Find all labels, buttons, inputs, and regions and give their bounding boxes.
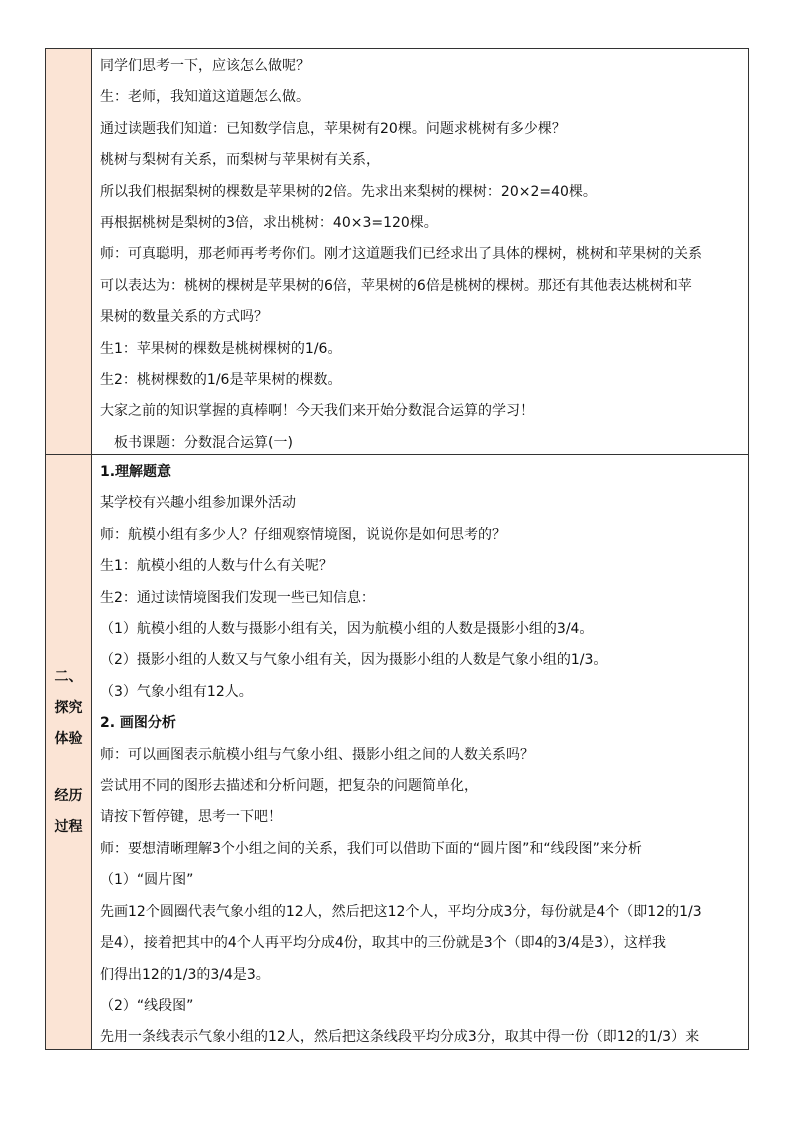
section-label: 二、 [54,668,83,685]
section-label-cell [46,455,92,1049]
text-line: （2）“线段图” [100,997,194,1014]
text-line: 们得出12的1/3的3/4是3。 [100,966,270,983]
lesson-title-line: 板书课题：分数混合运算(一) [114,434,293,451]
text-line: 尝试用不同的图形去描述和分析问题，把复杂的问题简单化， [100,778,478,795]
row-content [92,49,748,454]
text-line: 是4），接着把其中的4个人再平均分成4份，取其中的三份就是3个（即4的3/4是3），这样我 [100,935,666,952]
text-line: （3）气象小组有12人。 [100,683,253,700]
row-side-cell [46,49,92,454]
text-line: 某学校有兴趣小组参加课外活动 [100,495,296,512]
text-line: 师：可真聪明，那老师再考考你们。刚才这道题我们已经求出了具体的棵树，桃树和苹果树的关系 [100,246,702,263]
text-line: 可以表达为：桃树的棵树是苹果树的6倍，苹果树的6倍是桃树的棵树。那还有其他表达桃树和苹 [100,277,692,294]
text-line: 生2：桃树棵数的1/6是苹果树的棵数。 [100,372,342,389]
lesson-table [45,48,749,1050]
section-label: 体验 [54,730,83,747]
text-line: 请按下暂停键，思考一下吧！ [100,809,282,826]
row-content [92,455,748,1049]
text-line: 师：航模小组有多少人？仔细观察情境图，说说你是如何思考的？ [100,526,506,543]
subheading: 1.理解题意 [100,464,172,480]
text-line: 所以我们根据梨树的棵数是苹果树的2倍。先求出来梨树的棵树：20×2=40棵。 [100,183,597,200]
text-line: 生：老师，我知道这道题怎么做。 [100,89,310,106]
subheading: 2. 画图分析 [100,715,176,732]
lesson-row-explore [46,455,748,1049]
text-line: 生2：通过读情境图我们发现一些已知信息： [100,589,375,606]
text-line: 同学们思考一下，应该怎么做呢？ [100,58,310,74]
text-line: 先画12个圆圈代表气象小组的12人，然后把这12个人，平均分成3分，每份就是4个（即12的1/3 [100,903,702,920]
text-line: 桃树与梨树有关系，而梨树与苹果树有关系， [100,152,380,169]
text-line: 生1：航模小组的人数与什么有关呢？ [100,558,333,575]
text-line: 果树的数量关系的方式吗？ [100,309,268,326]
text-line: 生1：苹果树的棵数是桃树棵树的1/6。 [100,340,342,357]
text-line: 再根据桃树是梨树的3倍，求出桃树：40×3=120棵。 [100,215,438,232]
text-line: 大家之前的知识掌握的真棒啊！今天我们来开始分数混合运算的学习！ [100,403,534,420]
text-line: （2）摄影小组的人数又与气象小组有关，因为摄影小组的人数是气象小组的1/3。 [100,652,608,669]
section-label: 探究 [54,699,83,716]
section-label: 过程 [54,818,83,835]
text-line: 师：可以画图表示航模小组与气象小组、摄影小组之间的人数关系吗？ [100,746,534,763]
section-label: 经历 [54,787,83,804]
text-line: （1）航模小组的人数与摄影小组有关，因为航模小组的人数是摄影小组的3/4。 [100,621,594,638]
lesson-row-intro [46,49,748,455]
text-line: 先用一条线表示气象小组的12人，然后把这条线段平均分成3分，取其中得一份（即12的1/3）来 [100,1029,700,1046]
text-line: 通过读题我们知道：已知数学信息，苹果树有20棵。问题求桃树有多少棵？ [100,120,566,137]
text-line: 师：要想清晰理解3个小组之间的关系，我们可以借助下面的“圆片图”和“线段图”来分析 [100,840,642,857]
text-line: （1）“圆片图” [100,872,194,889]
